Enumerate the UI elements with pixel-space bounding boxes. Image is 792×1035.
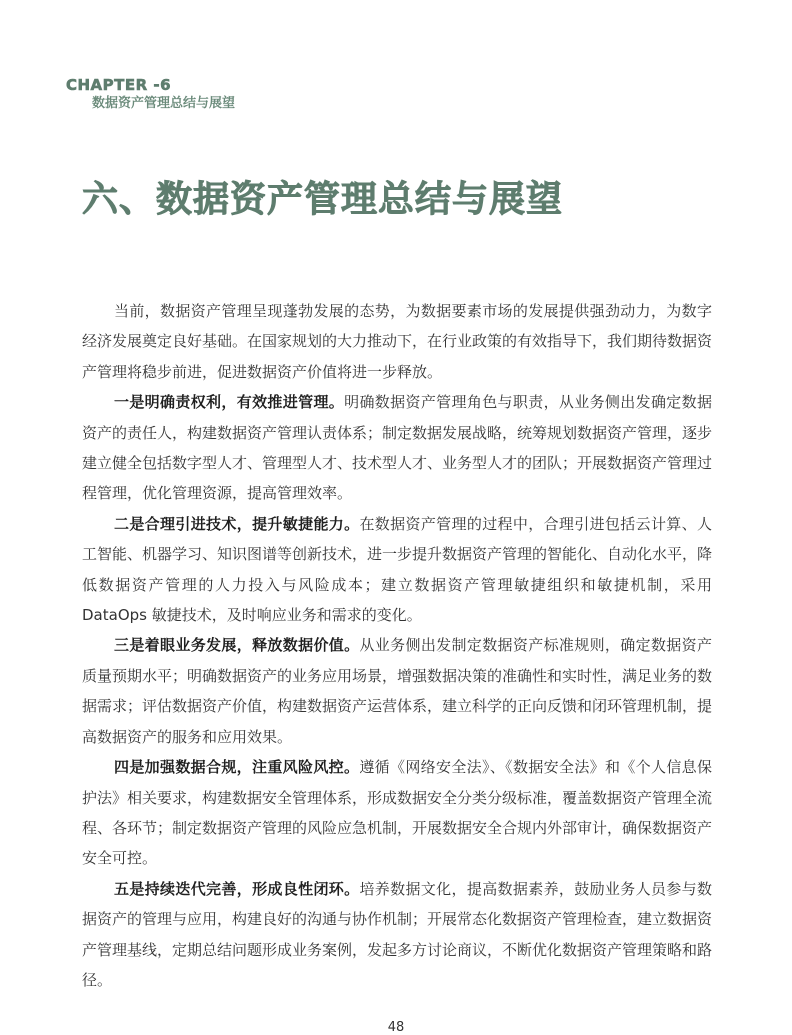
body-text [82,296,712,995]
paragraph-text: 从业务侧出发制定数据资产标准规则，确定数据资产质量预期水平；明确数据资产的业务应用场景，增强数据决策的准确性和实时性，满足业务的数据需求；评估数据资产价值，构建数据资产运营体系，建立科学的正向反馈和闭环管理机制，提高数据资产的服务和应用效果。 [82,636,713,746]
page-title: 六、数据资产管理总结与展望 [82,179,564,220]
paragraph-point-4 [82,752,712,874]
chapter-label: CHAPTER -6 [66,76,172,94]
page-number: 48 [387,1020,405,1035]
paragraph-text: 当前，数据资产管理呈现蓬勃发展的态势，为数据要素市场的发展提供强劲动力，为数字经济发展奠定良好基础。在国家规划的大力推动下，在行业政策的有效指导下，我们期待数据资产管理将稳步前进，促进数据资产价值将进一步释放。 [82,302,713,381]
chapter-subtitle: 数据资产管理总结与展望 [92,96,236,111]
paragraph-lead: 四是加强数据合规，注重风险风控。 [114,758,360,777]
paragraph-point-1 [82,387,712,509]
paragraph-text: 遵循《网络安全法》、《数据安全法》和《个人信息保护法》相关要求，构建数据安全管理体系，形成数据安全分类分级标准，覆盖数据资产管理全流程、各环节；制定数据资产管理的风险应急机制，开展数据安全合规内外部审计，确保数据资产安全可控。 [82,758,713,868]
paragraph-lead: 五是持续迭代完善，形成良性闭环。 [114,879,360,898]
paragraph-text: 培养数据文化，提高数据素养，鼓励业务人员参与数据资产的管理与应用，构建良好的沟通与协作机制；开展常态化数据资产管理检查，建立数据资产管理基线，定期总结问题形成业务案例，发起多方讨论商议，不断优化数据资产管理策略和路径。 [82,879,713,989]
paragraph-lead: 二是合理引进技术，提升敏捷能力。 [114,514,360,533]
paragraph-point-2 [82,509,712,631]
paragraph-text: 在数据资产管理的过程中，合理引进包括云计算、人工智能、机器学习、知识图谱等创新技术，进一步提升数据资产管理的智能化、自动化水平，降低数据资产管理的人力投入与风险成本；建立数据资产管理敏捷组织和敏捷机制，采用 DataOps 敏捷技术，及时响应业务和需求的变化。 [82,514,713,625]
paragraph-lead: 一是明确责权利，有效推进管理。 [114,393,345,412]
paragraph-point-5 [82,874,712,996]
chapter-header [66,76,235,112]
paragraph-text: 明确数据资产管理角色与职责，从业务侧出发确定数据资产的责任人，构建数据资产管理认责体系；制定数据发展战略，统筹规划数据资产管理，逐步建立健全包括数字型人才、管理型人才、技术型人才、业务型人才的团队；开展数据资产管理过程管理，优化管理资源，提高管理效率。 [82,393,713,503]
paragraph-lead: 三是着眼业务发展，释放数据价值。 [114,636,360,655]
paragraph-intro [82,296,712,387]
paragraph-point-3 [82,630,712,752]
